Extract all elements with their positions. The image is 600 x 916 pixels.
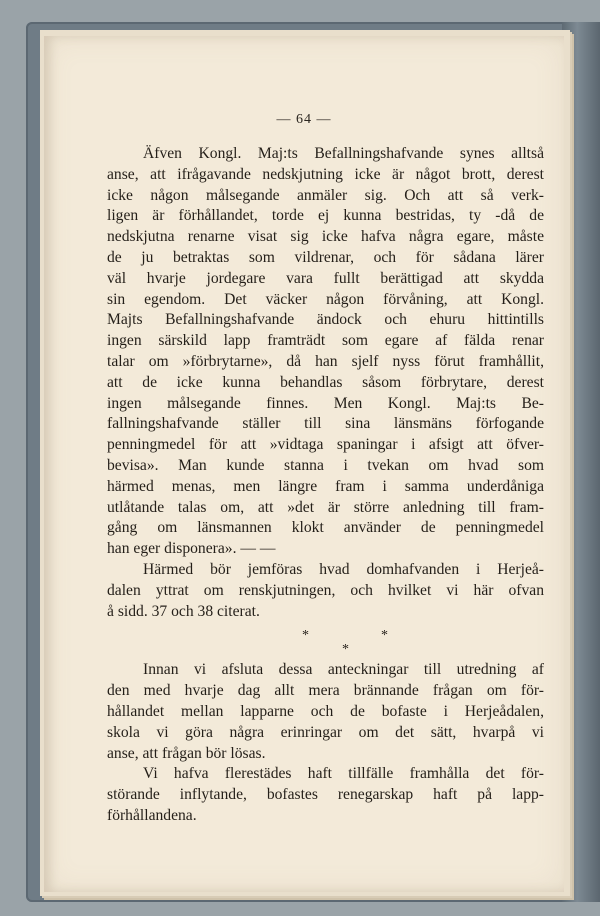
star-glyph: * xyxy=(302,628,309,644)
section-divider-stars xyxy=(107,622,544,660)
text-line: dalen yttrat om renskjutningen, och hvilket vi här ofvan xyxy=(107,581,544,599)
text-line: fallningshafvande ställer till sina länsmäns förfogande xyxy=(107,415,544,433)
text-line: störande inflytande, bofastes renegarskap haft på lapp- xyxy=(107,786,544,804)
page-number: — 64 — xyxy=(276,112,332,127)
text-line: att de icke kunna behandlas såsom förbrytare, derest xyxy=(107,373,544,391)
text-line: talar om »förbrytarne», då han sjelf nyss förut framhållit, xyxy=(107,352,544,370)
text-line: utlåtande talas om, att »det är större anledning till fram- xyxy=(107,498,544,516)
text-line: anse, att ifrågavande nedskjutning icke är något brott, derest xyxy=(107,165,544,183)
text-line: förhållandena. xyxy=(107,806,197,824)
text-line: Innan vi afsluta dessa anteckningar till utredning af xyxy=(143,661,544,679)
body-text xyxy=(107,144,544,827)
text-line: den med hvarje dag allt mera brännande frågan om för- xyxy=(107,682,544,700)
star-glyph: * xyxy=(342,642,349,658)
text-line: anse, att frågan bör lösas. xyxy=(107,744,266,762)
text-line: icke någon målsegande anmäler sig. Och att så verk- xyxy=(107,186,544,204)
text-line: gång om länsmannen klokt använder de penningmedel xyxy=(107,519,544,537)
text-line: sin egendom. Det väcker någon förvåning, att Kongl. xyxy=(107,290,544,308)
text-line: ingen målsegande finnes. Men Kongl. Maj:ts Be- xyxy=(107,394,544,412)
text-line: bevisa». Man kunde stanna i tvekan om hvad som xyxy=(107,456,544,474)
text-line: han eger disponera». — — xyxy=(107,540,276,558)
text-line: Härmed bör jemföras hvad domhafvanden i Herjeå- xyxy=(143,560,544,578)
text-line: väl hvarje jordegare vara fullt berättigad att skydda xyxy=(107,269,544,287)
star-glyph: * xyxy=(381,628,388,644)
text-line: nedskjutna renarne visat sig icke hafva några egare, måste xyxy=(107,228,544,246)
text-line: penningmedel för att »vidtaga spaningar i afsigt att öfver- xyxy=(107,436,544,454)
text-line: å sidd. 37 och 38 citerat. xyxy=(107,602,260,620)
text-line: Majts Befallningshafvande ändock och ehuru hittintills xyxy=(107,311,544,329)
text-line: Vi hafva flerestädes haft tillfälle framhålla det för- xyxy=(143,765,544,783)
text-line: ligen är förhållandet, torde ej kunna bestridas, ty -då de xyxy=(107,207,544,225)
text-line: skola vi göra några erinringar om det sätt, hvarpå vi xyxy=(107,723,544,741)
text-line: Äfven Kongl. Maj:ts Befallningshafvande synes alltså xyxy=(143,145,544,162)
text-line: härmed menas, men längre fram i samma underdåniga xyxy=(107,477,544,495)
text-line: ingen särskild lapp framträdt som egare af fälda renar xyxy=(107,332,544,350)
text-line: de ju betraktas som vildrenar, och för sådana lärer xyxy=(107,248,544,266)
text-line: hållandet mellan lapparne och de bofaste i Herjeådalen, xyxy=(107,702,544,720)
